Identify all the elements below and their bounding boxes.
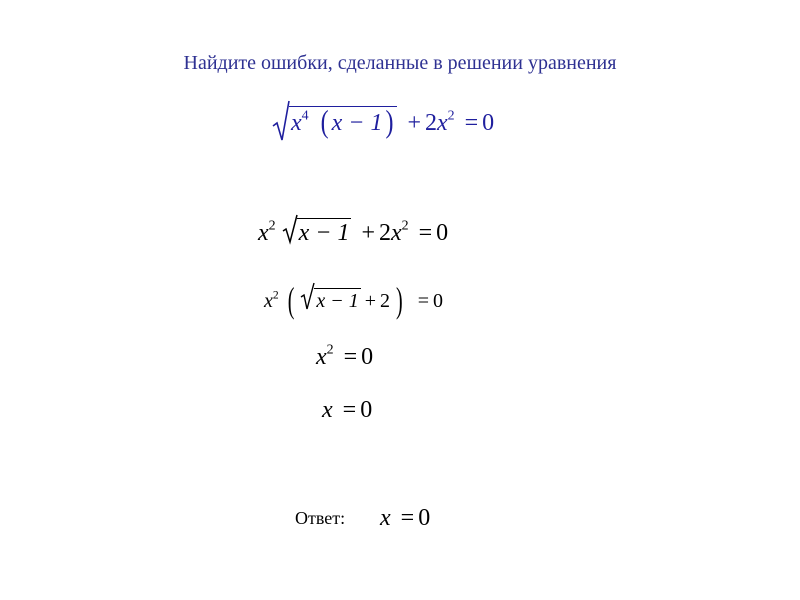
radical-sign-icon xyxy=(300,282,316,310)
plus-sign: + xyxy=(407,110,422,136)
equals-sign: = xyxy=(417,290,429,312)
exponent-2: 2 xyxy=(326,342,334,358)
right-hand-side: 0 xyxy=(360,397,373,423)
exponent-2: 2 xyxy=(401,218,409,234)
right-hand-side: 0 xyxy=(361,344,374,370)
radicand: x − 1 xyxy=(298,220,350,246)
answer-label: Ответ: xyxy=(295,508,346,528)
step-3-equation xyxy=(316,342,374,370)
inner-expression: x − 1 xyxy=(331,110,383,136)
step-1-equation xyxy=(258,218,448,245)
right-paren: ) xyxy=(385,106,394,140)
right-hand-side: 0 xyxy=(482,110,495,136)
equals-sign: = xyxy=(418,220,433,246)
radical-sign-icon xyxy=(272,100,290,142)
right-hand-side: 0 xyxy=(432,290,443,312)
term-x: x xyxy=(380,505,391,531)
step-4-equation xyxy=(322,398,372,422)
slide-title: Найдите ошибки, сделанные в решении уравнения xyxy=(183,52,617,74)
plus-sign: + xyxy=(361,220,376,246)
step-2-equation xyxy=(264,281,443,321)
term-x: x xyxy=(264,290,273,312)
coefficient: 2 xyxy=(379,220,392,246)
right-paren: ) xyxy=(396,281,403,321)
square-root xyxy=(272,106,397,140)
plus-sign: + xyxy=(364,290,377,312)
exponent-2: 2 xyxy=(447,108,455,124)
radical-sign-icon xyxy=(282,214,300,244)
square-root xyxy=(282,218,352,245)
left-paren: ( xyxy=(287,281,295,321)
answer-equation xyxy=(380,506,430,530)
term-x: x xyxy=(391,220,402,246)
constant-two: 2 xyxy=(380,290,391,312)
right-hand-side: 0 xyxy=(436,220,449,246)
exponent-2: 2 xyxy=(268,218,276,234)
equals-sign: = xyxy=(342,397,357,423)
main-equation xyxy=(272,106,495,140)
equals-sign: = xyxy=(343,344,358,370)
term-x: x xyxy=(258,220,269,246)
right-hand-side: 0 xyxy=(418,505,431,531)
term-x: x xyxy=(316,344,327,370)
exponent-4: 4 xyxy=(301,108,309,124)
term-x: x xyxy=(322,397,333,423)
equals-sign: = xyxy=(464,110,479,136)
left-paren: ( xyxy=(320,106,329,140)
coefficient: 2 xyxy=(425,110,438,136)
radicand: x − 1 xyxy=(316,290,359,312)
term-x: x xyxy=(291,110,302,136)
square-root xyxy=(300,288,360,311)
term-x: x xyxy=(437,110,448,136)
equals-sign: = xyxy=(400,505,415,531)
exponent-2: 2 xyxy=(272,288,279,302)
